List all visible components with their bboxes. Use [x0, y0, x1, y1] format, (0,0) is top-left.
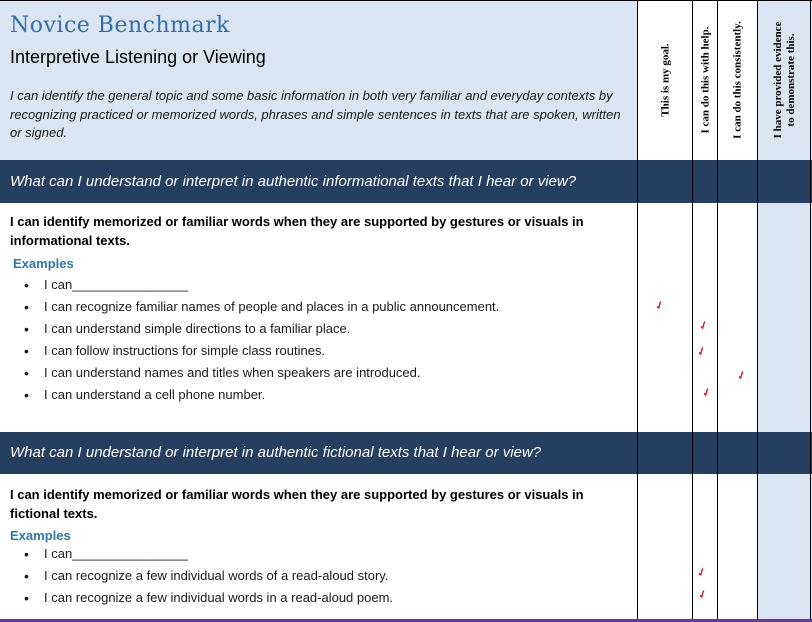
page-subtitle: Interpretive Listening or Viewing: [10, 47, 266, 67]
list-item: • I can follow instructions for simple class routines.: [24, 340, 499, 362]
list-item: • I can understand simple directions to a familiar place.: [24, 318, 499, 340]
check-mark-icon: ✓: [697, 318, 711, 334]
column-divider: [810, 0, 811, 622]
col-header-help: [693, 0, 718, 160]
check-mark-icon: ✓: [700, 385, 714, 401]
list-item: • I can understand names and titles when speakers are introduced.: [24, 362, 499, 384]
col-header-consistent-label: I can do this consistently.: [731, 21, 744, 139]
check-mark-icon: ✓: [695, 344, 709, 360]
section1-statement: I can identify memorized or familiar words when they are supported by gestures or visuals in informational texts.: [10, 214, 584, 248]
section1-question: What can I understand or interpret in authentic informational texts that I hear or view?: [10, 173, 577, 190]
check-mark-icon: ✓: [735, 368, 749, 384]
row-divider: [0, 0, 812, 1]
evidence-cell-1: [758, 203, 812, 432]
check-mark-icon: ✓: [653, 298, 667, 314]
section2-statement: I can identify memorized or familiar words when they are supported by gestures or visuals in fictional texts.: [10, 487, 584, 521]
list-item: • I can recognize familiar names of people and places in a public announcement.: [24, 296, 499, 318]
section1-band: [0, 160, 812, 203]
check-mark-icon: ✓: [696, 587, 710, 603]
column-divider: [637, 0, 638, 622]
list-item: • I can________________: [24, 274, 499, 296]
column-divider: [717, 0, 718, 622]
list-item: • I can understand a cell phone number.: [24, 384, 499, 406]
section1-examples-label: Examples: [13, 256, 74, 271]
section1-examples-list: [24, 274, 499, 406]
section2-examples-label: Examples: [10, 528, 71, 543]
benchmark-description: I can identify the general topic and some basic information in both very familiar and everyday contexts by recognizing practiced or memorized words, phrases and simple sentences in texts that are spoken, written or signed.: [10, 88, 621, 140]
evidence-cell-2: [758, 474, 812, 622]
check-mark-icon: ✓: [695, 565, 709, 581]
col-header-consistent: [718, 0, 758, 160]
section2-question: What can I understand or interpret in authentic fictional texts that I hear or view?: [10, 444, 542, 461]
column-divider: [757, 0, 758, 622]
page-title: Novice Benchmark: [10, 13, 230, 38]
column-divider: [692, 0, 693, 622]
list-item: • I can recognize a few individual words of a read-aloud story.: [24, 565, 393, 587]
col-header-goal: [638, 0, 693, 160]
header-cell: [0, 0, 638, 160]
col-header-goal-label: This is my goal.: [659, 43, 671, 117]
col-header-evidence: [758, 0, 812, 160]
col-header-help-label: I can do this with help.: [699, 26, 711, 134]
section2-examples-list: [24, 543, 393, 609]
col-header-evidence-label: I have provided evidence to demonstrate this.: [772, 21, 797, 139]
list-item: • I can recognize a few individual words in a read-aloud poem.: [24, 587, 393, 609]
list-item: • I can________________: [24, 543, 393, 565]
section2-band: [0, 432, 812, 474]
